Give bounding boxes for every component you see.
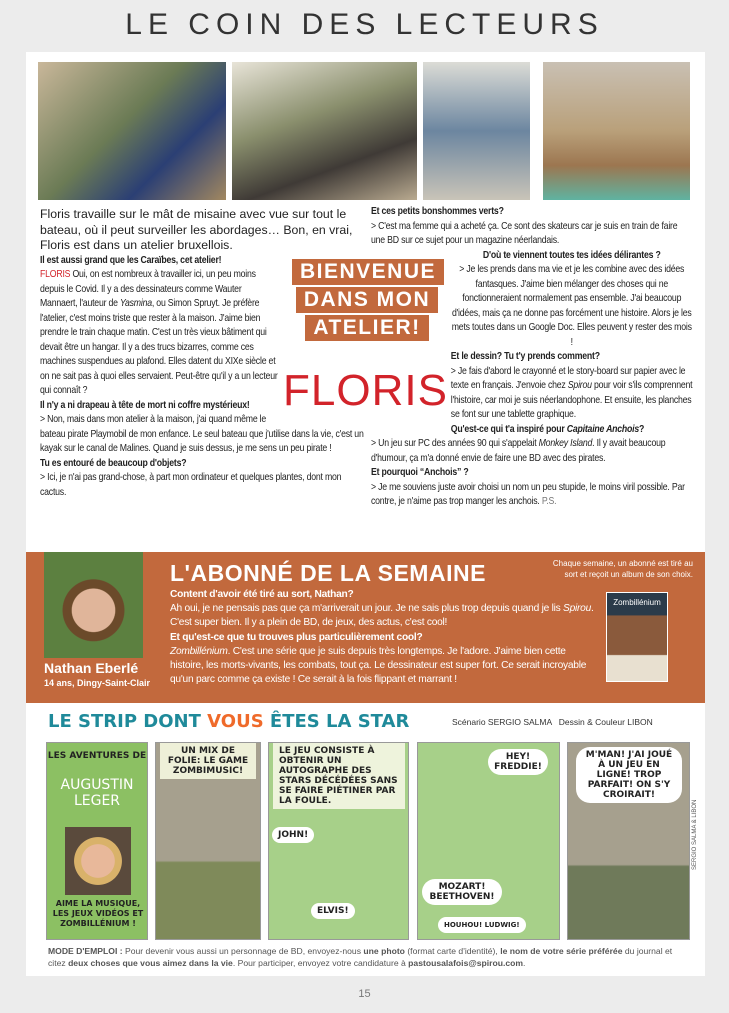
comic-panel-3 xyxy=(268,742,409,940)
question: Et ces petits bonshommes verts? xyxy=(371,206,504,217)
answer-text: , ou Simon Spruyt. Je préfère l'atelier, c'est moins triste que rester à la maison. J'aime bien prendre le train chaque matin. C'est un très vieux bâtiment qui devait être un hangar. Il y a des trucs bizarres, comme ces machines suspendues au plafond. Elles datent du XIXe siècle et on ne sait pas à quoi elles servaient. Peut-être qu'il y a un lecteur qui connaît ? xyxy=(40,298,278,396)
answer-text: pour voir s'ils comprennent l'histoire, car moi je suis néerlandophone. Et ensuite, les planches se font sur une tablette graphique. xyxy=(450,380,693,420)
answer xyxy=(371,437,693,466)
photo-floris-portrait xyxy=(38,62,226,200)
panel-caption: LES AVENTURES DE xyxy=(47,751,147,761)
question: Et qu'est-ce que tu trouves plus particulièrement cool? xyxy=(170,631,423,643)
answer-emphasis: Monkey Island xyxy=(538,438,593,449)
speech-bubble: ELVIS! xyxy=(311,903,355,919)
speech-bubble: HEY! FREDDIE! xyxy=(488,749,548,775)
photo-hanging-machine xyxy=(423,62,530,200)
answer-emphasis: Yasmina xyxy=(120,298,152,309)
subscriber-note: Chaque semaine, un abonné est tiré au sort et reçoit un album de son choix. xyxy=(552,559,693,579)
page-title: LE COIN DES LECTEURS xyxy=(125,8,604,41)
instructions-label: MODE D'EMPLOI : xyxy=(48,946,123,956)
page-number: 15 xyxy=(358,988,371,1000)
instructions-bold: deux choses que vous aimez dans la vie xyxy=(68,958,233,968)
speech-bubble: JOHN! xyxy=(272,827,314,843)
question-text: Qu'est-ce qui t'a inspiré pour xyxy=(450,423,567,435)
question: Et pourquoi “Anchois” ? xyxy=(371,467,469,478)
answer: > Non, mais dans mon atelier à la maison, j'ai quand même le bateau pirate Playmobil de mon enfance. Le seul bateau que j'utilise dans la vie, c'est un kayak sur le canal de Malines. Quand je suis dessus, je me sens un peu pirate ! xyxy=(40,414,364,454)
instructions-text: Pour devenir vous aussi un personnage de BD, envoyez-nous xyxy=(122,946,364,956)
speaker-label: FLORIS xyxy=(40,269,71,280)
instructions-text: . Pour participer, envoyez votre candidature à xyxy=(232,958,409,968)
author-signature: P.S. xyxy=(541,496,557,507)
answer xyxy=(170,602,600,630)
speech-bubble: M'MAN! J'AI JOUÉ À UN JEU EN LIGNE! TROP PARFAIT! ON S'Y CROIRAIT! xyxy=(576,747,682,803)
subscriber-title: L'ABONNÉ DE LA SEMAINE xyxy=(170,560,486,586)
answer xyxy=(170,645,600,688)
speech-bubble: MOZART! BEETHOVEN! xyxy=(422,879,502,905)
badge-line: BIENVENUE xyxy=(292,259,444,285)
speech-bubble: UN MIX DE FOLIE: LE GAME ZOMBIMUSIC! xyxy=(160,743,256,779)
question: Il est aussi grand que les Caraïbes, cet atelier! xyxy=(40,254,222,266)
question: Il n'y a ni drapeau à tête de mort ni coffre mystérieux! xyxy=(40,399,250,411)
answer-emphasis: Spirou xyxy=(567,380,592,391)
title-spacer xyxy=(371,249,451,424)
instructions-bold: une photo xyxy=(363,946,405,956)
instructions-text: du journal et citez xyxy=(48,946,673,968)
subscriber-interview xyxy=(170,588,600,687)
artist-name-title: FLORIS xyxy=(283,366,448,415)
strip-title-highlight: VOUS xyxy=(207,711,264,732)
photo-atelier-desk xyxy=(232,62,417,200)
hero-name: AUGUSTIN xyxy=(60,777,134,793)
question: Tu es entouré de beaucoup d'objets? xyxy=(40,457,187,469)
badge-line: ATELIER! xyxy=(305,315,428,341)
answer-text: . C'est une série que je suis depuis très longtemps. Je l'adore. J'aime bien cette histoire, les morts-vivants, les combats, tout ça. Le dessinateur est super fort. Ce serait incroyable qu'un parc comme ça existe ! Ce serait à la fois flippant et marrant ! xyxy=(170,645,587,686)
comic-panel-5 xyxy=(567,742,690,940)
answer-text: Ah oui, je ne pensais pas que ça m'arriverait un jour. Je ne sais plus trop depuis quand je lis xyxy=(170,603,564,615)
left-column xyxy=(40,207,370,500)
answer-text: . Il y avait beaucoup d'humour, ça m'a donné envie de faire une BD avec des pirates. xyxy=(371,438,666,464)
answer: > C'est ma femme qui a acheté ça. Ce sont des skateurs car je suis en train de faire une BD sur ce sujet pour un magazine néerlandais. xyxy=(371,220,678,246)
comic-panel-2 xyxy=(155,742,261,940)
album-title: Zombillénium xyxy=(613,598,661,607)
question-emphasis: Capitaine Anchois xyxy=(566,423,640,435)
answer: > Ici, je n'ai pas grand-chose, à part mon ordinateur et quelques plantes, dont mon cactus. xyxy=(40,472,342,498)
photo-green-figurines xyxy=(543,62,690,200)
instructions-text: (format carte d'identité), xyxy=(404,946,501,956)
answer-emphasis: Spirou xyxy=(563,603,591,615)
artist-signature: SERGIO SALMA & LIBON xyxy=(692,799,698,870)
reader-photo xyxy=(65,827,131,895)
badge-line: DANS MON xyxy=(296,287,438,313)
speech-bubble: HOUHOU! LUDWIG! xyxy=(438,917,526,933)
subscriber-photo xyxy=(44,552,143,658)
answer-text: > Je fais d'abord le crayonné et le story-board sur papier avec le texte en français. J'envoie chez xyxy=(450,365,686,391)
instructions xyxy=(48,945,688,969)
question: Et le dessin? Tu t'y prends comment? xyxy=(450,351,600,362)
right-column xyxy=(371,205,693,510)
panel-caption: AIME LA MUSIQUE, LES JEUX VIDÉOS ET ZOMBILLÉNIUM ! xyxy=(52,899,144,928)
instructions-bold: le nom de votre série préférée xyxy=(500,946,623,956)
comic-panel-1 xyxy=(46,742,148,940)
hero-name: LEGER xyxy=(73,793,121,809)
article-intro: Floris travaille sur le mât de misaine avec vue sur tout le bateau, où il peut surveiller les abordages… Bon, en vrai, Floris est dans un atelier bruxellois. xyxy=(40,207,353,252)
instructions-text: . xyxy=(523,958,526,968)
question-text: ? xyxy=(639,423,645,435)
answer-text: . C'est super bien. Il y a plein de BD, de jeux, des actus, c'est cool! xyxy=(170,603,594,629)
strip-title-part: ÊTES LA STAR xyxy=(263,711,410,732)
question: D'où te viennent toutes tes idées délirantes ? xyxy=(482,249,661,261)
question: Content d'avoir été tiré au sort, Nathan? xyxy=(170,589,354,600)
strip-credits: Scénario SERGIO SALMA Dessin & Couleur LIBON xyxy=(452,717,653,727)
answer xyxy=(371,481,693,510)
comic-panel-4 xyxy=(417,742,560,940)
answer-emphasis: Zombillénium xyxy=(170,645,228,657)
answer: > Je les prends dans ma vie et je les combine avec des idées fantasques. J'aime bien mélanger des choses qui ne fonctionneraient normalement pas ensemble. J'ai beaucoup d'idées, mais ça ne donne pas forcément une histoire. Alors je les mets toutes dans un Google Doc. Elles peuvent y rester des mois ! xyxy=(451,264,692,348)
subscriber-name: Nathan Eberlé xyxy=(44,660,139,676)
strip-title xyxy=(48,711,409,732)
answer-text: > Un jeu sur PC des années 90 qui s'appelait xyxy=(371,438,539,449)
subscriber-section xyxy=(26,552,705,703)
panel-caption: LE JEU CONSISTE À OBTENIR UN AUTOGRAPHE DES STARS DÉCÉDÉES SANS SE FAIRE PIÉTINER PAR LA FOULE. xyxy=(273,743,405,809)
answer-text: Oui, on est nombreux à travailler ici, un peu moins depuis le Covid. Il y a des dessinateurs comme Wauter Mannaert, l'auteur de xyxy=(40,269,256,309)
answer-text: > Je me souviens juste avoir choisi un nom un peu stupide, le moins viril possible. Par contre, je n'aime pas trop manger les anchois. xyxy=(371,481,685,507)
contact-email-link[interactable]: pastousalafois@spirou.com xyxy=(408,958,524,968)
strip-title-part: LE STRIP DONT xyxy=(48,711,208,732)
question xyxy=(371,423,693,438)
album-cover xyxy=(606,592,668,682)
subscriber-info: 14 ans, Dingy-Saint-Clair xyxy=(44,678,151,688)
